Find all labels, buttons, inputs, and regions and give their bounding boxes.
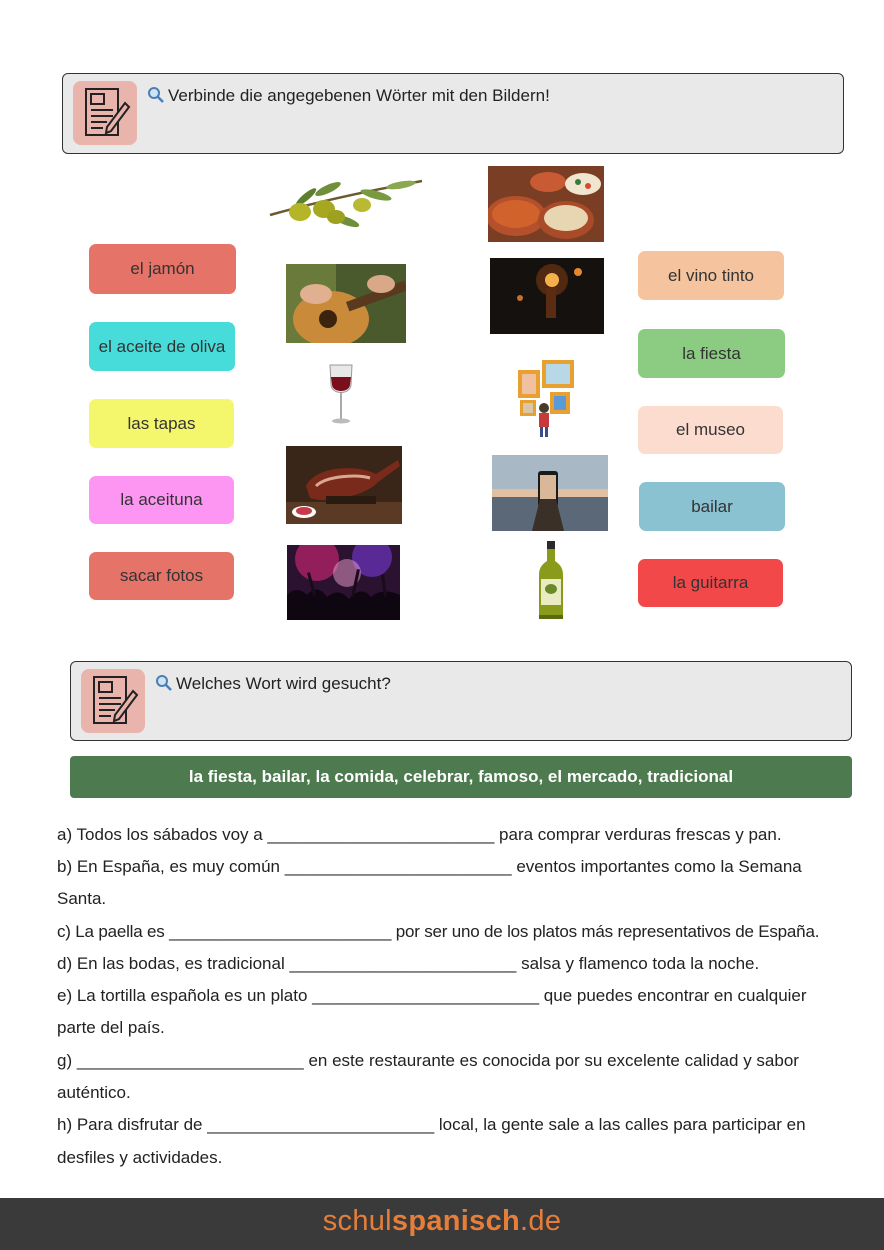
magnifier-icon xyxy=(147,86,164,103)
exercise-line-e-cont: parte del país. xyxy=(57,1018,165,1037)
exercise-line-d: d) En las bodas, es tradicional ________________________ salsa y flamenco toda la noche. xyxy=(57,954,760,973)
word-chip-el-aceite-de-oliva[interactable]: el aceite de oliva xyxy=(89,322,235,371)
word-chip-bailar[interactable]: bailar xyxy=(639,482,785,531)
word-chip-sacar-fotos[interactable]: sacar fotos xyxy=(89,552,234,600)
footer xyxy=(0,1198,884,1250)
worksheet-icon xyxy=(73,81,137,145)
exercise-line-b-cont: Santa. xyxy=(57,889,107,908)
task2-instruction xyxy=(155,674,391,694)
task1-instruction xyxy=(147,86,550,106)
exercise-line-h-cont: desfiles y actividades. xyxy=(57,1148,223,1167)
exercise-line-a: a) Todos los sábados voy a ________________________ para comprar verduras frescas y pan. xyxy=(57,825,782,844)
task2-box xyxy=(70,661,852,741)
worksheet-icon xyxy=(81,669,145,733)
olive-oil-bottle-image[interactable] xyxy=(537,541,565,620)
exercise-line-c: c) La paella es ________________________ por ser uno de los platos más representativos de España. xyxy=(57,922,820,941)
word-bank-text: la fiesta, bailar, la comida, celebrar, famoso, el mercado, tradicional xyxy=(188,767,734,786)
red-wine-glass-image[interactable] xyxy=(327,363,355,425)
task1-box xyxy=(62,73,844,154)
tapas-dishes-image[interactable] xyxy=(488,166,604,242)
candle-night-image[interactable] xyxy=(490,258,604,334)
word-chip-la-guitarra[interactable]: la guitarra xyxy=(638,559,783,607)
phone-photo-sunset-image[interactable] xyxy=(492,455,608,531)
exercise-line-h: h) Para disfrutar de ________________________ local, la gente sale a las calles para participar en xyxy=(57,1115,806,1134)
exercise-line-b: b) En España, es muy común ________________________ eventos importantes como la Semana xyxy=(57,857,802,876)
task2-instruction-text: Welches Wort wird gesucht? xyxy=(176,674,391,693)
magnifier-icon xyxy=(155,674,172,691)
word-chip-las-tapas[interactable]: las tapas xyxy=(89,399,234,448)
word-chip-el-jamon[interactable]: el jamón xyxy=(89,244,236,294)
exercise-line-g: g) ________________________ en este restaurante es conocida por su excelente calidad y sabor xyxy=(57,1051,799,1070)
footer-brand-prefix: schul xyxy=(322,1205,392,1237)
word-bank xyxy=(70,756,852,798)
word-chip-la-aceituna[interactable]: la aceituna xyxy=(89,476,234,524)
exercise-line-e: e) La tortilla española es un plato ________________________ que puedes encontrar en cualquier xyxy=(57,986,807,1005)
olive-branch-image[interactable] xyxy=(266,175,426,233)
word-chip-el-vino-tinto[interactable]: el vino tinto xyxy=(638,251,784,300)
exercise-line-g-cont: auténtico. xyxy=(57,1083,131,1102)
footer-brand[interactable] xyxy=(0,1205,884,1238)
task1-instruction-text: Verbinde die angegebenen Wörter mit den Bildern! xyxy=(168,86,550,105)
footer-brand-bold: spanisch xyxy=(391,1205,521,1237)
word-chip-la-fiesta[interactable]: la fiesta xyxy=(638,329,785,378)
guitar-player-image[interactable] xyxy=(286,264,406,343)
party-crowd-image[interactable] xyxy=(287,545,400,620)
museum-paintings-image[interactable] xyxy=(514,358,578,438)
word-chip-el-museo[interactable]: el museo xyxy=(638,406,783,454)
footer-brand-suffix: .de xyxy=(520,1205,562,1237)
jamon-leg-image[interactable] xyxy=(286,446,402,524)
